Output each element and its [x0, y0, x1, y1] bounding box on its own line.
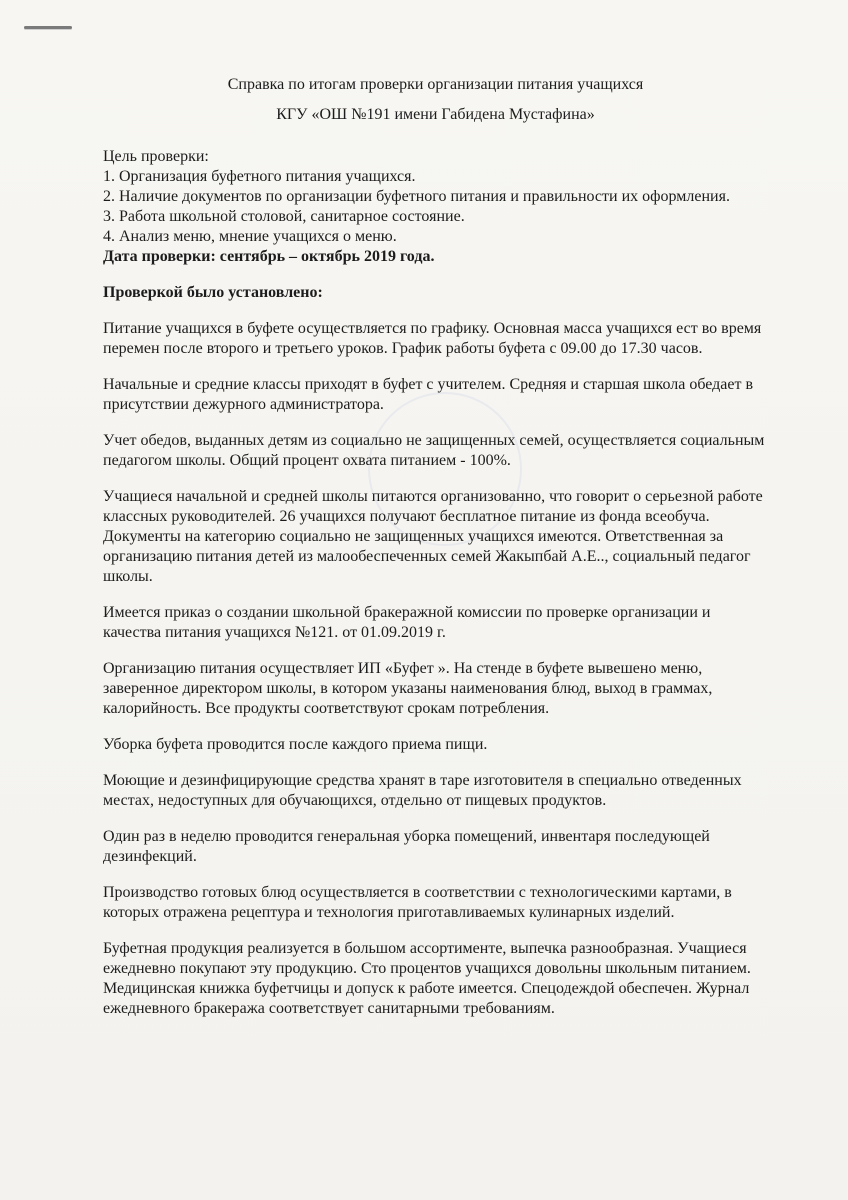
document-body — [103, 75, 768, 1035]
paragraph: Один раз в неделю проводится генеральная уборка помещений, инвентаря последующей дезинфекций. — [103, 828, 710, 865]
inspection-date: Дата проверки: сентябрь – октябрь 2019 года. — [103, 248, 435, 265]
paragraph: Моющие и дезинфицирующие средства хранят в таре изготовителя в специально отведенных местах, недоступных для обучающихся, отдельно от пищевых продуктов. — [103, 772, 742, 809]
staple-mark — [24, 26, 72, 29]
school-name: КГУ «ОШ №191 имени Габидена Мустафина» — [276, 106, 595, 123]
purpose-list — [103, 167, 768, 247]
paragraph: Питание учащихся в буфете осуществляется по графику. Основная масса учащихся ест во время перемен после второго и третьего уроков. График работы буфета с 09.00 до 17.30 часов. — [103, 320, 762, 357]
purpose-item: 2. Наличие документов по организации буфетного питания и правильности их оформления. — [103, 188, 730, 205]
paragraph: Уборка буфета проводится после каждого приема пищи. — [103, 736, 488, 753]
paragraph: Начальные и средние классы приходят в буфет с учителем. Средняя и старшая школа обедает в присутствии дежурного администратора. — [103, 376, 754, 413]
purpose-heading: Цель проверки: — [103, 148, 209, 165]
paragraph: Производство готовых блюд осуществляется в соответствии с технологическими картами, в которых отражена рецептура и технология приготавливаемых кулинарных изделий. — [103, 884, 732, 921]
findings-heading: Проверкой было установлено: — [103, 284, 323, 301]
purpose-item: 3. Работа школьной столовой, санитарное состояние. — [103, 208, 465, 225]
paragraph: Организацию питания осуществляет ИП «Буфет ». На стенде в буфете вывешено меню, заверенное директором школы, в котором указаны наименования блюд, выход в граммах, калорийность. Все продукты соответствуют срокам потребления. — [103, 660, 713, 717]
purpose-item: 4. Анализ меню, мнение учащихся о меню. — [103, 228, 397, 245]
document-title: Справка по итогам проверки организации питания учащихся — [227, 76, 644, 93]
paragraph: Учащиеся начальной и средней школы питаются организованно, что говорит о серьезной работе классных руководителей. 26 учащихся получают бесплатное питание из фонда всеобуча. Документы на категорию социально не защищенных учащихся имеются. Ответственная за организацию питания детей из малообеспеченных семей Жакыпбай А.Е.., социальный педагог школы. — [103, 488, 763, 585]
purpose-item: 1. Организация буфетного питания учащихся. — [103, 168, 416, 185]
paragraph: Имеется приказ о создании школьной бракеражной комиссии по проверке организации и качества питания учащихся №121. от 01.09.2019 г. — [103, 604, 711, 641]
paragraph: Буфетная продукция реализуется в большом ассортименте, выпечка разнообразная. Учащиеся ежедневно покупают эту продукцию. Сто процентов учащихся довольны школьным питанием. Медицинская книжка буфетчицы и допуск к работе имеется. Спецодеждой обеспечен. Журнал ежедневного бракеража соответствует санитарными требованиям. — [103, 940, 751, 1017]
paragraph: Учет обедов, выданных детям из социально не защищенных семей, осуществляется социальным педагогом школы. Общий процент охвата питанием - 100%. — [103, 432, 765, 469]
